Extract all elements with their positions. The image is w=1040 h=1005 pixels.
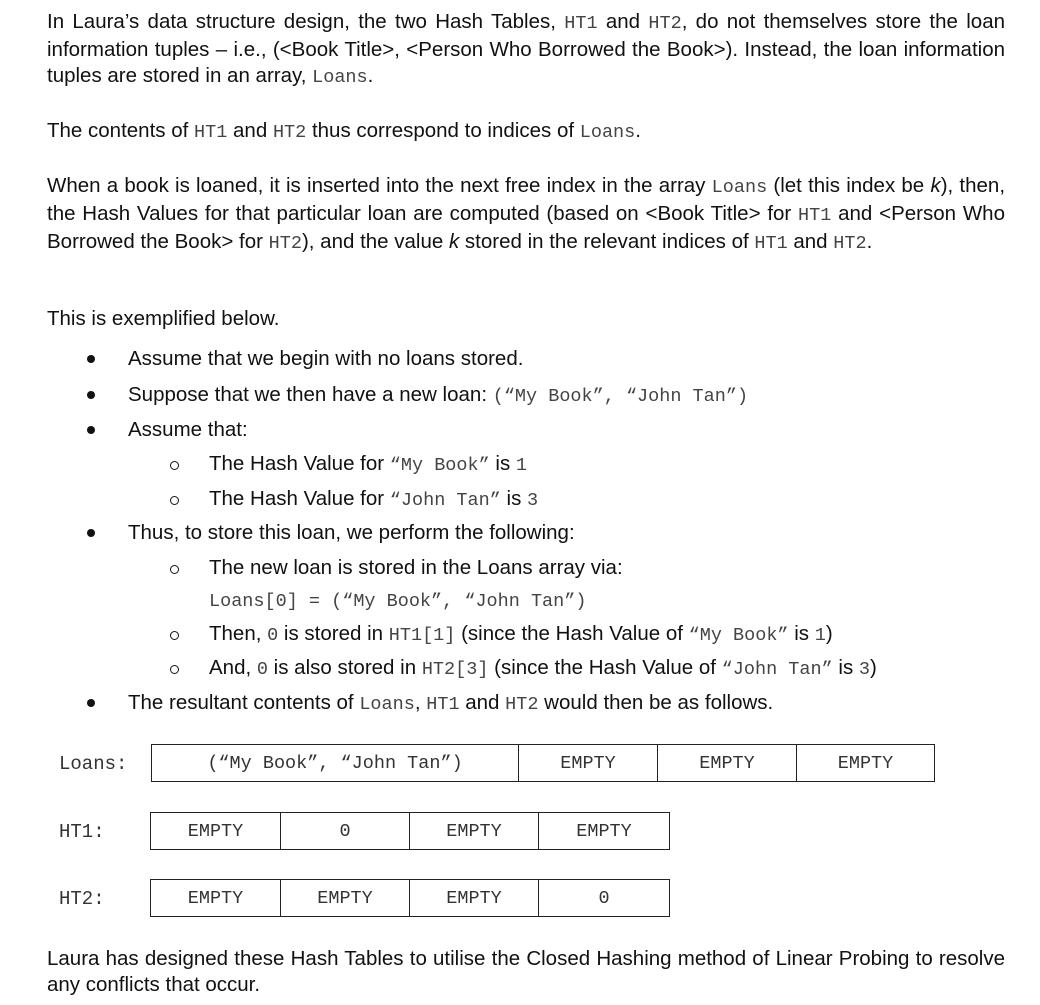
code-text: HT2 [272,122,307,143]
ht1-cell: EMPTY [410,813,539,849]
bullet-marker [87,520,99,546]
bullet-item-2: Suppose that we then have a new loan: (“My Book”, “John Tan”) [128,383,749,407]
intro-paragraph-1: In Laura’s data structure design, the two Hash Tables, HT1 and HT2, do not themselves store the loan information tuples – i.e., (<Book Title>, <Person Who Borrowed the Book>). Instead, the loan information tuples are stored in an array, Loans. [47,10,1005,88]
code-text: 1 [515,455,528,476]
code-text: HT1[1] [388,625,456,646]
code-text: HT2 [268,233,302,254]
code-text: Loans [312,67,368,88]
sub-bullet-marker [170,621,182,647]
sub-item-store-ht2: And, 0 is also stored in HT2[3] (since the Hash Value of “John Tan” is 3) [209,656,877,680]
italic-text: k [448,230,460,253]
sub-item-hash-person: The Hash Value for “John Tan” is 3 [209,487,539,511]
code-text: HT1 [194,122,228,143]
sub-bullet-marker [170,451,182,477]
sub-bullet-marker [170,655,182,681]
code-text: HT2[3] [421,659,489,680]
loans-cell: EMPTY [837,752,894,774]
code-text: 3 [527,490,539,511]
conclusion-paragraph: Laura has designed these Hash Tables to utilise the Closed Hashing method of Linear Probing to resolve any conflicts that occur. [47,947,1005,996]
code-text: Loans [711,177,768,198]
ht2-cell: EMPTY [410,880,539,916]
loans-cell: EMPTY [519,745,658,781]
italic-text: k [930,174,941,197]
ht2-cell: 0 [598,887,610,909]
ht1-cell: 0 [281,813,410,849]
code-text: HT1 [564,13,598,34]
bullet-item-4: Thus, to store this loan, we perform the following: [128,521,575,544]
ht1-label: HT1: [59,821,105,843]
code-text: 1 [814,625,826,646]
intro-paragraph-2: The contents of HT1 and HT2 thus correspond to indices of Loans. [47,119,641,143]
ht2-label: HT2: [59,888,105,910]
bullet-item-5: The resultant contents of Loans, HT1 and HT2 would then be as follows. [128,691,774,715]
code-text: Loans[0] = (“My Book”, “John Tan”) [209,591,587,612]
loans-cell: EMPTY [658,745,797,781]
bullet-marker [87,382,99,408]
code-text: “My Book” [389,455,490,476]
code-text: HT2 [648,13,682,34]
bullet-item-1: Assume that we begin with no loans stored. [128,347,524,370]
ht2-table [150,879,670,917]
bullet-marker [87,690,99,716]
sub-item-store-loan: The new loan is stored in the Loans array via: [209,556,623,579]
code-text: Loans [579,122,636,143]
ht1-cell: EMPTY [151,813,281,849]
code-text: HT1 [426,694,460,715]
code-text: Loans [359,694,415,715]
ht1-cell: EMPTY [576,820,632,842]
loans-label: Loans: [59,753,128,775]
code-text: 0 [256,659,268,680]
bullet-item-3: Assume that: [128,418,248,441]
code-text: 0 [267,625,279,646]
sub-item-hash-book: The Hash Value for “My Book” is 1 [209,452,528,476]
intro-paragraph-4: This is exemplified below. [47,307,280,330]
sub-item-store-ht1: Then, 0 is stored in HT1[1] (since the Hash Value of “My Book” is 1) [209,622,833,646]
code-text: HT1 [754,233,788,254]
code-line-loans-assign [209,587,586,615]
code-text: HT2 [505,694,539,715]
sub-bullet-marker [170,555,182,581]
bullet-marker [87,346,99,372]
ht2-cell: EMPTY [151,880,281,916]
code-text: “John Tan” [389,490,501,511]
code-text: “My Book” [688,625,789,646]
bullet-marker [87,417,99,443]
code-text: HT2 [833,233,867,254]
sub-bullet-marker [170,486,182,512]
ht1-table [150,812,670,850]
intro-paragraph-3: When a book is loaned, it is inserted into the next free index in the array Loans (let this index be k), then, the Hash Values for that particular loan are computed (based on <Book Title> for HT1 and <Person Who Borrowed the Book> for HT2), and the value k stored in the relevant indices of HT1 and HT2. [47,174,1006,254]
code-text: 3 [858,659,870,680]
loans-cell: (“My Book”, “John Tan”) [152,745,519,781]
code-text: “John Tan” [721,659,833,680]
loans-array [151,744,935,782]
code-text: (“My Book”, “John Tan”) [492,386,749,407]
code-text: HT1 [798,205,832,226]
ht2-cell: EMPTY [281,880,410,916]
